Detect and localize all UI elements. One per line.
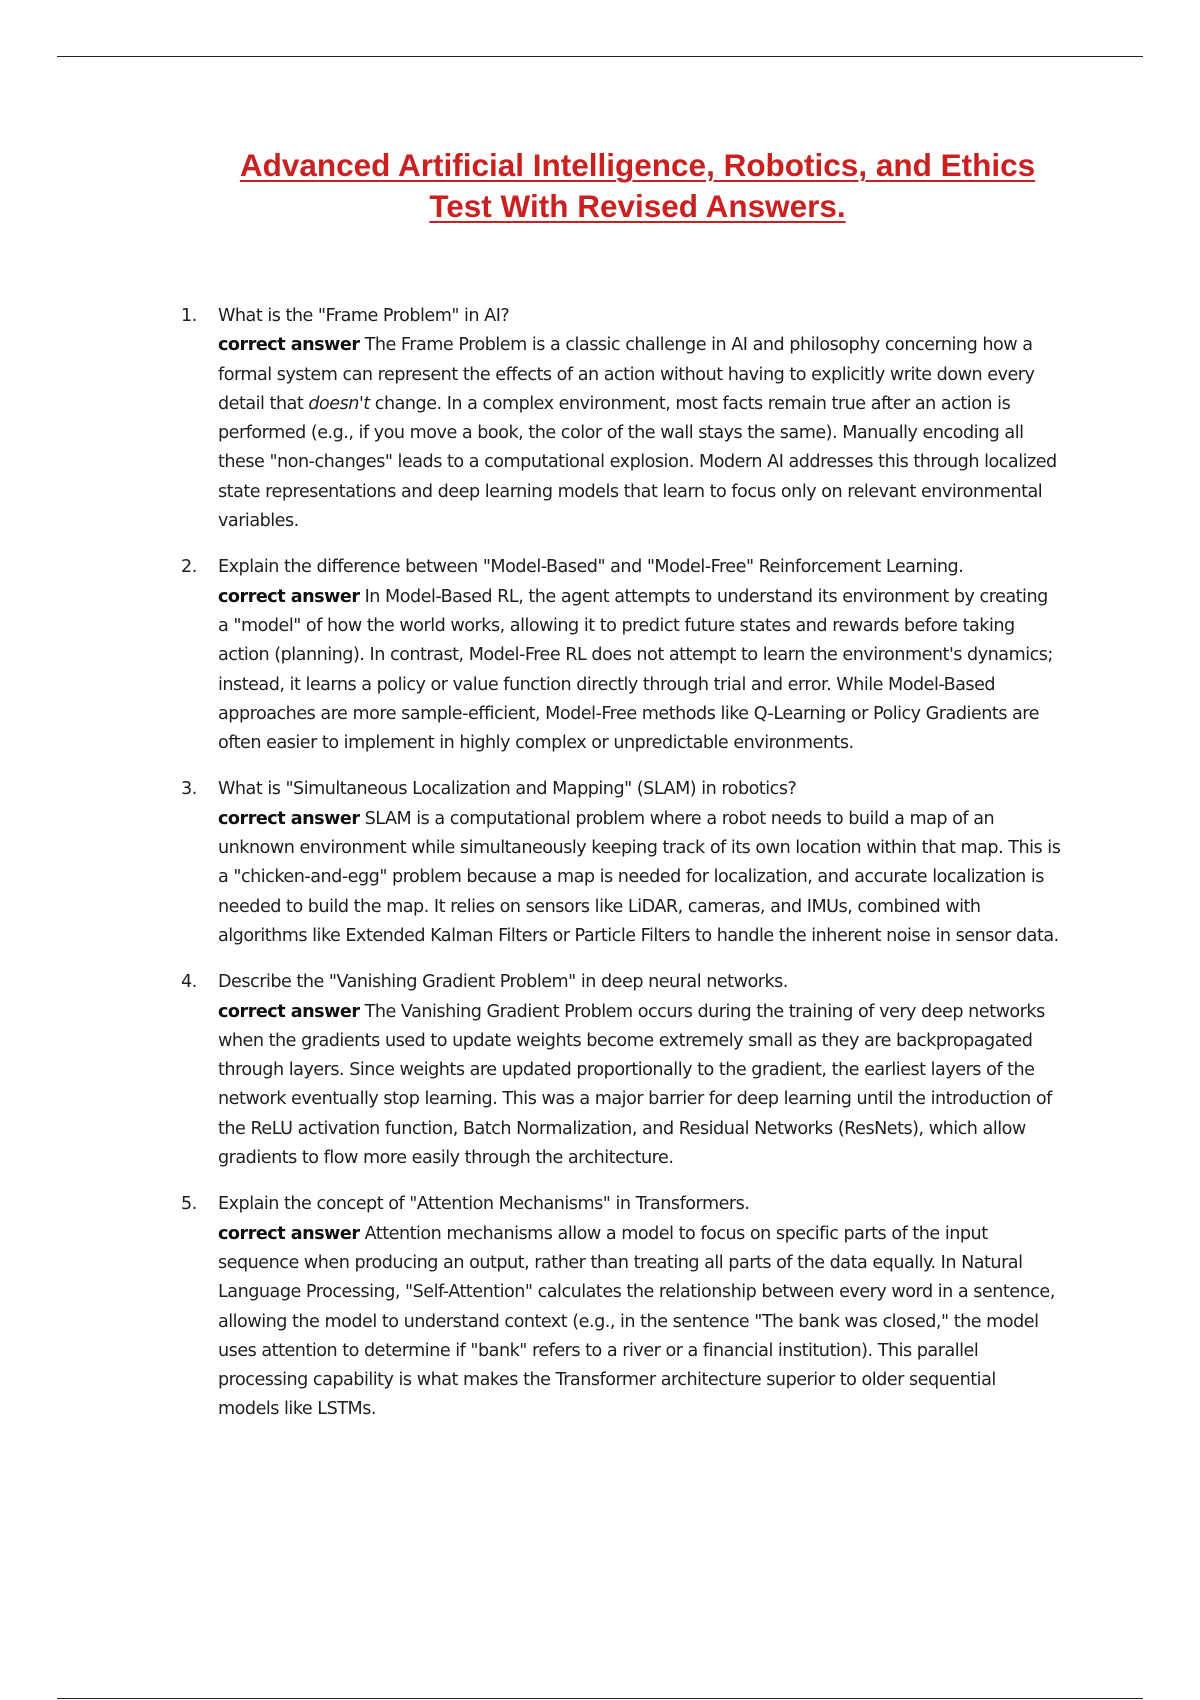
answer-body: Attention mechanisms allow a model to focus on specific parts of the input sequence when producing an output, rather than treating all parts of the data equally. In Natural Language Processing, "Self-Attention" calculates the relationship between every word in a sentence, allowing the model to understand context (e.g., in the sentence "The bank was closed," the model uses attention to determine if "bank" refers to a river or a financial institution). This parallel processing capability is what makes the Transformer architecture superior to older sequential models like LSTMs.: [218, 1223, 1055, 1420]
answer-emphasis: doesn't: [308, 393, 370, 414]
question-item-4: [181, 968, 1061, 1173]
question-item-1: [181, 302, 1061, 536]
question-number: 4.: [181, 972, 197, 993]
title-line-1: Advanced Artificial Intelligence, Robotics, and Ethics: [239, 147, 1036, 183]
answer-text: [218, 805, 1061, 951]
question-text: Explain the difference between "Model-Based" and "Model-Free" Reinforcement Learning.: [218, 557, 964, 578]
answer-label: correct answer: [218, 335, 360, 356]
question-list: [181, 302, 1061, 1442]
answer-label: correct answer: [218, 586, 360, 607]
answer-body: In Model-Based RL, the agent attempts to understand its environment by creating a "model" of how the world works, allowing it to predict future states and rewards before taking action (planning). In contrast, Model-Free RL does not attempt to learn the environment's dynamics; instead, it learns a policy or value function directly through trial and error. While Model-Based approaches are more sample-efficient, Model-Free methods like Q-Learning or Policy Gradients are often easier to implement in highly complex or unpredictable environments.: [218, 586, 1053, 754]
answer-label: correct answer: [218, 1001, 360, 1022]
question-item-3: [181, 775, 1061, 951]
question-text: What is the "Frame Problem" in AI?: [218, 306, 510, 326]
answer-part: change. In a complex environment, most facts remain true after an action is performed (e.g., if you move a book, the color of the wall stays the same). Manually encoding all these "non-changes" leads to a computational explosion. Modern AI addresses this through localized state representations and deep learning models that learn to focus only on relevant environmental variables.: [218, 393, 1057, 532]
question-text: What is "Simultaneous Localization and Mapping" (SLAM) in robotics?: [218, 779, 797, 800]
question-number: 3.: [181, 779, 197, 800]
answer-text: [218, 331, 1061, 536]
answer-text: [218, 998, 1061, 1174]
answer-label: correct answer: [218, 808, 360, 829]
answer-body: The Vanishing Gradient Problem occurs during the training of very deep networks when the gradients used to update weights become extremely small as they are backpropagated through layers. Since weights are updated proportionally to the gradient, the earliest layers of the network eventually stop learning. This was a major barrier for deep learning until the introduction of the ReLU activation function, Batch Normalization, and Residual Networks (ResNets), which allow gradients to flow more easily through the architecture.: [218, 1001, 1052, 1169]
question-number: 5.: [181, 1194, 197, 1215]
answer-text: [218, 1220, 1061, 1425]
answer-label: correct answer: [218, 1223, 360, 1244]
question-number: 2.: [181, 557, 197, 578]
answer-text: [218, 583, 1061, 759]
bottom-rule: [57, 1698, 1143, 1699]
answer-part: The Frame Problem is a classic challenge in AI and philosophy concerning how a formal system can represent the effects of an action without having to explicitly write down every detail that: [218, 335, 1035, 414]
answer-body: SLAM is a computational problem where a robot needs to build a map of an unknown environment while simultaneously keeping track of its own location within that map. This is a "chicken-and-egg" problem because a map is needed for localization, and accurate localization is needed to build the map. It relies on sensors like LiDAR, cameras, and IMUs, combined with algorithms like Extended Kalman Filters or Particle Filters to handle the inherent noise in sensor data.: [218, 808, 1061, 946]
question-number: 1.: [181, 306, 197, 326]
question-text: Explain the concept of "Attention Mechanisms" in Transformers.: [218, 1194, 750, 1215]
title-line-2: Test With Revised Answers.: [429, 188, 846, 224]
question-text: Describe the "Vanishing Gradient Problem" in deep neural networks.: [218, 972, 788, 993]
question-item-5: [181, 1190, 1061, 1424]
document-title: [0, 145, 1200, 227]
top-rule: [57, 56, 1143, 57]
question-item-2: [181, 553, 1061, 758]
